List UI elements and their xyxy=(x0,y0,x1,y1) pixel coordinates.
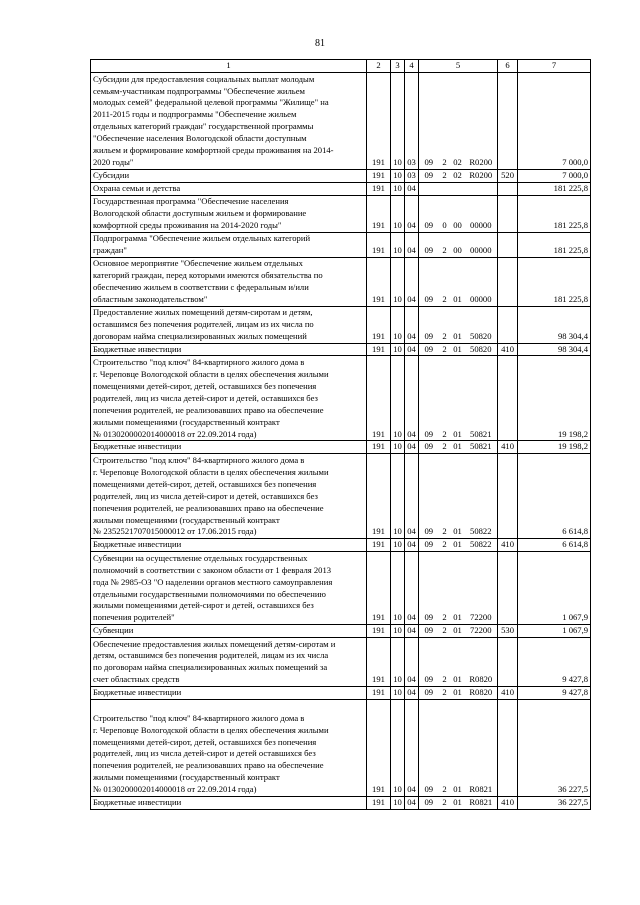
row-code-subsection: 04 xyxy=(405,441,419,454)
row-code-direction: 50820 xyxy=(465,343,498,356)
row-code-subsection: 04 xyxy=(405,257,419,306)
row-name: Бюджетные инвестиции xyxy=(91,539,367,552)
row-code-program xyxy=(419,182,439,195)
header-col-5: 5 xyxy=(419,60,498,73)
row-code-section: 10 xyxy=(391,638,405,687)
row-code-event: 01 xyxy=(451,625,465,638)
row-name: Строительство "под ключ" 84-квартирного жилого дома в г. Череповце Вологодской области в целях обеспечения жилыми помещениями детей-сирот, детей, оставшихся без попечения родителей, лиц из числа детей-сирот и детей оставшихся без попечения родителей, не реализовавших право на обеспечение жилыми помещениями (государственный контракт № 0130200002014000018 от 22.09.2014 года) xyxy=(91,700,367,797)
row-code-section: 10 xyxy=(391,539,405,552)
table-row xyxy=(91,687,591,700)
row-code-direction: 50821 xyxy=(465,441,498,454)
row-amount: 9 427,8 xyxy=(518,687,591,700)
row-code-ministry: 191 xyxy=(367,441,391,454)
row-code-ministry: 191 xyxy=(367,232,391,257)
row-code-subsection: 04 xyxy=(405,343,419,356)
row-code-direction xyxy=(465,182,498,195)
row-name: Охрана семьи и детства xyxy=(91,182,367,195)
row-code-subprogram: 2 xyxy=(439,539,451,552)
row-code-expense-type xyxy=(498,257,518,306)
table-row xyxy=(91,257,591,306)
row-code-subprogram: 2 xyxy=(439,343,451,356)
row-code-event: 00 xyxy=(451,232,465,257)
table-row xyxy=(91,539,591,552)
row-code-section: 10 xyxy=(391,343,405,356)
row-code-event: 01 xyxy=(451,356,465,441)
row-name: Субвенции xyxy=(91,625,367,638)
row-code-direction: 00000 xyxy=(465,232,498,257)
row-code-expense-type xyxy=(498,306,518,343)
row-code-expense-type xyxy=(498,182,518,195)
table-row xyxy=(91,182,591,195)
row-code-program: 09 xyxy=(419,454,439,539)
row-code-subsection: 04 xyxy=(405,797,419,810)
table-row xyxy=(91,552,591,625)
row-code-direction: 50821 xyxy=(465,356,498,441)
row-code-subsection: 04 xyxy=(405,454,419,539)
row-name: Строительство "под ключ" 84-квартирного жилого дома в г. Череповце Вологодской области в целях обеспечения жилыми помещениями детей-сирот, детей, оставшихся без попечения родителей, лиц из числа детей-сирот и детей, оставшихся без попечения родителей, не реализовавших право на обеспечение жилыми помещениями (государственный контракт № 0130200002014000018 от 22.09.2014 года) xyxy=(91,356,367,441)
row-name: Субвенции на осуществление отдельных государственных полномочий в соответствии с законом области от 1 февраля 2013 года № 2985-ОЗ "О наделении органов местного самоуправления отдельными государственными полномочиями по обеспечению жилыми помещениями детей-сирот и детей, оставшихся без попечения родителей" xyxy=(91,552,367,625)
table-row xyxy=(91,700,591,797)
row-code-program: 09 xyxy=(419,797,439,810)
row-code-direction: R0820 xyxy=(465,687,498,700)
row-code-event: 01 xyxy=(451,700,465,797)
row-code-expense-type xyxy=(498,552,518,625)
header-col-3: 3 xyxy=(391,60,405,73)
row-code-event: 01 xyxy=(451,306,465,343)
row-code-expense-type: 410 xyxy=(498,539,518,552)
row-code-subsection: 04 xyxy=(405,687,419,700)
row-amount: 36 227,5 xyxy=(518,797,591,810)
row-code-subprogram: 0 xyxy=(439,195,451,232)
row-code-ministry: 191 xyxy=(367,169,391,182)
row-code-subprogram: 2 xyxy=(439,454,451,539)
row-code-expense-type xyxy=(498,454,518,539)
row-code-section: 10 xyxy=(391,625,405,638)
row-code-expense-type: 410 xyxy=(498,687,518,700)
header-col-6: 6 xyxy=(498,60,518,73)
row-code-program: 09 xyxy=(419,257,439,306)
row-name: Бюджетные инвестиции xyxy=(91,343,367,356)
row-code-program: 09 xyxy=(419,343,439,356)
row-code-event: 01 xyxy=(451,441,465,454)
row-amount: 7 000,0 xyxy=(518,169,591,182)
row-amount: 36 227,5 xyxy=(518,700,591,797)
row-code-section: 10 xyxy=(391,552,405,625)
table-row xyxy=(91,306,591,343)
row-name: Предоставление жилых помещений детям-сиротам и детям, оставшимся без попечения родителей, лицам из их числа по договорам найма специализированных жилых помещений xyxy=(91,306,367,343)
row-code-subprogram: 2 xyxy=(439,306,451,343)
row-code-subprogram: 2 xyxy=(439,687,451,700)
row-code-subprogram: 2 xyxy=(439,257,451,306)
table-row xyxy=(91,72,591,169)
row-code-event: 01 xyxy=(451,539,465,552)
row-code-direction: R0200 xyxy=(465,72,498,169)
row-code-subsection: 04 xyxy=(405,232,419,257)
row-code-subprogram: 2 xyxy=(439,169,451,182)
table-row xyxy=(91,441,591,454)
table-row xyxy=(91,638,591,687)
row-code-program: 09 xyxy=(419,72,439,169)
row-name: Бюджетные инвестиции xyxy=(91,797,367,810)
row-code-section: 10 xyxy=(391,700,405,797)
row-code-direction: R0821 xyxy=(465,700,498,797)
row-code-section: 10 xyxy=(391,454,405,539)
row-code-direction: R0200 xyxy=(465,169,498,182)
row-code-program: 09 xyxy=(419,687,439,700)
row-code-event: 02 xyxy=(451,169,465,182)
row-code-direction: 72200 xyxy=(465,625,498,638)
table-row xyxy=(91,195,591,232)
row-code-subsection: 04 xyxy=(405,625,419,638)
row-name: Строительство "под ключ" 84-квартирного жилого дома в г. Череповце Вологодской области в целях обеспечения жилыми помещениями детей-сирот, детей, оставшихся без попечения родителей, лиц из числа детей-сирот и детей, оставшихся без попечения родителей, не реализовавших право на обеспечение жилыми помещениями (государственный контракт № 2352521707015000012 от 17.06.2015 года) xyxy=(91,454,367,539)
row-code-section: 10 xyxy=(391,195,405,232)
row-code-section: 10 xyxy=(391,72,405,169)
header-col-2: 2 xyxy=(367,60,391,73)
row-code-direction: 50820 xyxy=(465,306,498,343)
row-code-ministry: 191 xyxy=(367,625,391,638)
row-code-subprogram: 2 xyxy=(439,638,451,687)
row-name: Субсидии для предоставления социальных выплат молодым семьям-участникам подпрограммы "Обеспечение жильем молодых семей" федеральной целевой программы "Жилище" на 2011-2015 годы и подпрограммы "Обеспечение жильем отдельных категорий граждан" государственной программы "Обеспечение населения Вологодской области доступным жильем и формирование комфортной среды проживания на 2014- 2020 годы" xyxy=(91,72,367,169)
row-code-expense-type xyxy=(498,356,518,441)
table-row xyxy=(91,625,591,638)
row-code-section: 10 xyxy=(391,169,405,182)
row-code-expense-type: 410 xyxy=(498,797,518,810)
row-code-expense-type: 520 xyxy=(498,169,518,182)
row-name: Государственная программа "Обеспечение населения Вологодской области доступным жильем и формирование комфортной среды проживания на 2014-2020 годы" xyxy=(91,195,367,232)
row-code-expense-type xyxy=(498,700,518,797)
table-row xyxy=(91,232,591,257)
row-code-direction: R0820 xyxy=(465,638,498,687)
row-code-event: 01 xyxy=(451,257,465,306)
row-code-section: 10 xyxy=(391,797,405,810)
row-code-ministry: 191 xyxy=(367,257,391,306)
row-code-ministry: 191 xyxy=(367,343,391,356)
row-code-expense-type: 530 xyxy=(498,625,518,638)
row-code-event: 01 xyxy=(451,638,465,687)
row-code-expense-type xyxy=(498,232,518,257)
row-code-event: 01 xyxy=(451,454,465,539)
page-number: 81 xyxy=(315,38,325,49)
row-code-subprogram: 2 xyxy=(439,232,451,257)
table-row xyxy=(91,454,591,539)
row-code-subprogram: 2 xyxy=(439,441,451,454)
row-code-program: 09 xyxy=(419,195,439,232)
row-name: Подпрограмма "Обеспечение жильем отдельных категорий граждан" xyxy=(91,232,367,257)
row-code-subsection: 04 xyxy=(405,306,419,343)
row-code-ministry: 191 xyxy=(367,454,391,539)
row-code-subsection: 04 xyxy=(405,195,419,232)
row-code-section: 10 xyxy=(391,306,405,343)
row-name: Бюджетные инвестиции xyxy=(91,687,367,700)
row-code-subprogram xyxy=(439,182,451,195)
row-amount: 181 225,8 xyxy=(518,195,591,232)
row-code-program: 09 xyxy=(419,169,439,182)
row-code-section: 10 xyxy=(391,356,405,441)
row-code-section: 10 xyxy=(391,232,405,257)
row-amount: 6 614,8 xyxy=(518,454,591,539)
row-code-subsection: 04 xyxy=(405,356,419,441)
row-code-program: 09 xyxy=(419,356,439,441)
row-code-subprogram: 2 xyxy=(439,700,451,797)
row-code-expense-type: 410 xyxy=(498,441,518,454)
header-col-1: 1 xyxy=(91,60,367,73)
row-code-direction: 00000 xyxy=(465,195,498,232)
row-code-subprogram: 2 xyxy=(439,72,451,169)
row-code-event: 01 xyxy=(451,687,465,700)
row-code-subsection: 04 xyxy=(405,552,419,625)
row-code-ministry: 191 xyxy=(367,356,391,441)
row-code-program: 09 xyxy=(419,700,439,797)
table-header-row xyxy=(91,60,591,73)
row-code-section: 10 xyxy=(391,257,405,306)
row-code-section: 10 xyxy=(391,441,405,454)
row-code-event xyxy=(451,182,465,195)
row-code-subprogram: 2 xyxy=(439,552,451,625)
row-code-program: 09 xyxy=(419,232,439,257)
row-code-expense-type xyxy=(498,195,518,232)
row-code-direction: R0821 xyxy=(465,797,498,810)
row-code-program: 09 xyxy=(419,306,439,343)
row-amount: 98 304,4 xyxy=(518,343,591,356)
row-code-event: 01 xyxy=(451,797,465,810)
row-code-ministry: 191 xyxy=(367,700,391,797)
row-amount: 6 614,8 xyxy=(518,539,591,552)
row-code-subprogram: 2 xyxy=(439,625,451,638)
header-col-4: 4 xyxy=(405,60,419,73)
row-name: Основное мероприятие "Обеспечение жильем отдельных категорий граждан, перед которыми имеются обязательства по обеспечению жильем в соответствии с федеральным и/или областным законодательством" xyxy=(91,257,367,306)
row-name: Субсидии xyxy=(91,169,367,182)
row-code-event: 02 xyxy=(451,72,465,169)
row-code-ministry: 191 xyxy=(367,72,391,169)
row-code-ministry: 191 xyxy=(367,638,391,687)
row-amount: 181 225,8 xyxy=(518,182,591,195)
row-code-subsection: 04 xyxy=(405,700,419,797)
row-code-program: 09 xyxy=(419,552,439,625)
row-amount: 1 067,9 xyxy=(518,625,591,638)
row-code-section: 10 xyxy=(391,182,405,195)
row-code-subsection: 04 xyxy=(405,539,419,552)
row-code-expense-type xyxy=(498,638,518,687)
row-code-ministry: 191 xyxy=(367,552,391,625)
row-code-ministry: 191 xyxy=(367,687,391,700)
row-code-ministry: 191 xyxy=(367,797,391,810)
row-code-program: 09 xyxy=(419,441,439,454)
row-code-subprogram: 2 xyxy=(439,356,451,441)
header-col-7: 7 xyxy=(518,60,591,73)
row-code-event: 00 xyxy=(451,195,465,232)
row-amount: 19 198,2 xyxy=(518,441,591,454)
row-code-program: 09 xyxy=(419,539,439,552)
row-code-subsection: 04 xyxy=(405,182,419,195)
row-code-program: 09 xyxy=(419,638,439,687)
row-code-event: 01 xyxy=(451,343,465,356)
row-amount: 19 198,2 xyxy=(518,356,591,441)
row-amount: 1 067,9 xyxy=(518,552,591,625)
table-row xyxy=(91,797,591,810)
row-code-direction: 50822 xyxy=(465,454,498,539)
row-code-section: 10 xyxy=(391,687,405,700)
row-code-subsection: 04 xyxy=(405,638,419,687)
row-amount: 181 225,8 xyxy=(518,232,591,257)
row-amount: 98 304,4 xyxy=(518,306,591,343)
table-row xyxy=(91,169,591,182)
row-amount: 181 225,8 xyxy=(518,257,591,306)
row-amount: 7 000,0 xyxy=(518,72,591,169)
row-code-subprogram: 2 xyxy=(439,797,451,810)
row-amount: 9 427,8 xyxy=(518,638,591,687)
row-code-ministry: 191 xyxy=(367,182,391,195)
row-code-event: 01 xyxy=(451,552,465,625)
row-code-ministry: 191 xyxy=(367,306,391,343)
row-code-subsection: 03 xyxy=(405,72,419,169)
row-code-expense-type xyxy=(498,72,518,169)
row-code-expense-type: 410 xyxy=(498,343,518,356)
table-row xyxy=(91,343,591,356)
row-code-ministry: 191 xyxy=(367,539,391,552)
row-code-direction: 50822 xyxy=(465,539,498,552)
row-code-ministry: 191 xyxy=(367,195,391,232)
row-code-direction: 72200 xyxy=(465,552,498,625)
row-name: Бюджетные инвестиции xyxy=(91,441,367,454)
row-name: Обеспечение предоставления жилых помещений детям-сиротам и детям, оставшимся без попечения родителей, лицам из их числа по договорам найма специализированных жилых помещений за счет областных средств xyxy=(91,638,367,687)
row-code-subsection: 03 xyxy=(405,169,419,182)
table-row xyxy=(91,356,591,441)
row-code-direction: 00000 xyxy=(465,257,498,306)
budget-table xyxy=(90,59,591,810)
row-code-program: 09 xyxy=(419,625,439,638)
